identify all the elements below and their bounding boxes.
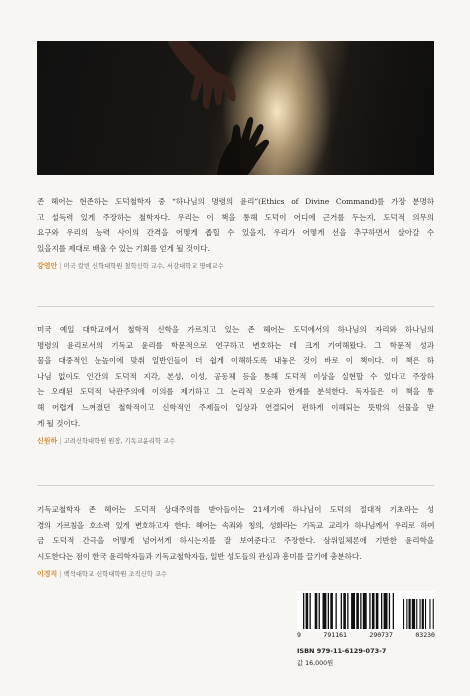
barcode-bar <box>406 599 407 629</box>
review-line: 해 어렵게 느껴졌던 철학적이고 신학적인 주제들이 일상과 연결되어 편하게 이해되는 뜻밖의 선물을 받 <box>37 402 434 412</box>
barcode-digits <box>297 631 435 639</box>
barcode-bar <box>393 593 394 629</box>
barcode-addon-digits: 03230 <box>415 631 435 639</box>
barcode-bar <box>369 593 370 629</box>
review-line: 시도한다는 점이 한국 윤리학자들과 기독교철학자들, 일반 성도들의 관심과 흥미를 끌기에 충분하다. <box>37 551 362 561</box>
review-line: 명령의 윤리로서의 기독교 윤리를 학문적으로 연구하고 변호하는 데 크게 기여해왔다. 그 학문적 성과 <box>37 340 434 350</box>
barcode-bar <box>336 593 337 629</box>
review-2 <box>37 322 434 448</box>
barcode-bar <box>420 599 421 629</box>
review-line: 경의 가르침을 호소력 있게 변호하고자 한다. 헤어는 속죄와 칭의, 성화라는 기독교 교리가 하나님께서 우리로 하여 <box>37 520 434 530</box>
review-line: 금 도덕적 간극을 어떻게 넘어서게 하시는지를 잘 보여준다고 주장한다. 삼위일체론에 기반한 윤리학을 <box>37 536 434 546</box>
barcode-bar <box>429 599 430 629</box>
review-line: 물을 대중적인 눈높이에 맞춰 일반인들이 더 쉽게 이해하도록 내놓은 것이 바로 이 책이다. 이 책은 하 <box>37 356 434 366</box>
barcode-bar <box>303 593 304 629</box>
isbn-text: ISBN 979-11-6129-073-7 <box>297 647 387 655</box>
barcode-digits-left: 791161 <box>323 631 347 639</box>
barcode-bar <box>351 593 355 629</box>
barcode-image <box>297 591 435 631</box>
review-1 <box>37 194 434 273</box>
reviewer-name: 이경직 <box>37 570 58 579</box>
cover-photo-hands <box>37 41 434 175</box>
review-line: 있을지를 제대로 배울 수 있는 기회를 얻게 될 것이다. <box>37 243 210 253</box>
reviewer-title: 고려신학대학원 원장, 기독교윤리학 교수 <box>63 438 176 446</box>
barcode-bar <box>319 593 320 629</box>
barcode-digits-right: 290737 <box>369 631 393 639</box>
barcode-bar <box>341 593 342 629</box>
review-3 <box>37 502 434 581</box>
barcode-bar <box>360 593 361 629</box>
reviewer-title: 미국 칼빈 신학대학원 철학신학 교수, 서강대학교 명예교수 <box>63 263 224 271</box>
barcode-bar <box>310 593 311 629</box>
review-line: 게 될 것이다. <box>37 418 81 428</box>
review-line: 요구와 우리의 능력 사이의 간격을 어떻게 좁힐 수 있을지, 우리가 어떻게 선을 추구하면서 살아갈 수 <box>37 228 434 238</box>
barcode-bar <box>323 593 327 629</box>
review-line: 나님 없이도 인간의 도덕적 지각, 본성, 이성, 공동체 등을 통해 도덕적 이상을 실현할 수 있다고 주장하 <box>37 371 434 381</box>
barcode-bar <box>356 593 359 629</box>
review-2-attribution: 신원하 | 고려신학대학원 원장, 기독교윤리학 교수 <box>37 437 176 446</box>
barcode-bar <box>330 593 333 629</box>
barcode-bar <box>315 593 318 629</box>
review-line: 존 헤어는 현존하는 도덕철학자 중 “하나님의 명령의 윤리”(Ethics of Divine Command)를 가장 분명하 <box>37 197 434 206</box>
review-3-text <box>37 502 434 564</box>
barcode-bar <box>347 593 348 629</box>
barcode-bar <box>328 593 329 629</box>
barcode-bar <box>372 593 375 629</box>
divider <box>37 306 434 307</box>
barcode-bar <box>425 599 426 629</box>
review-line: 고 설득력 있게 주장하는 철학자다. 우리는 이 책을 통해 도덕이 어디에 근거를 두는지, 도덕적 의무의 <box>37 212 434 222</box>
barcode-bar <box>343 593 346 629</box>
review-line: 기독교철학자 존 헤어는 도덕적 상대주의를 받아들이는 21세기에 하나님이 도덕의 절대적 기초라는 성 <box>37 505 434 514</box>
barcode-bar <box>416 599 417 629</box>
reviewer-name: 강영안 <box>37 262 58 271</box>
review-line: 는 오래된 도덕적 낙관주의에 이의를 제기하고 그 논리적 모순과 한계를 분석한다. 독자들은 이 책을 통 <box>37 387 434 397</box>
barcode-bar <box>412 599 415 629</box>
barcode-digit-lead: 9 <box>297 631 301 639</box>
barcode-bar <box>433 599 434 629</box>
barcode-bar <box>306 593 309 629</box>
barcode-bar <box>376 593 379 629</box>
barcode-bar <box>422 599 424 629</box>
review-line: 미국 예일 대학교에서 철학적 신학을 가르치고 있는 존 헤어는 도덕에서의 하나님의 자리와 하나님의 <box>37 325 434 334</box>
review-3-attribution: 이경직 | 백석대학교 신학대학원 조직신학 교수 <box>37 570 167 579</box>
barcode-bar <box>381 593 382 629</box>
barcode-bar <box>384 593 388 629</box>
barcode-bar <box>389 593 390 629</box>
barcode-bar <box>409 599 411 629</box>
barcode-bar <box>363 593 367 629</box>
barcode-bar <box>403 599 404 629</box>
reviewer-name: 신원하 <box>37 437 58 446</box>
review-2-text <box>37 322 434 431</box>
review-1-attribution: 강영안 | 미국 칼빈 신학대학원 철학신학 교수, 서강대학교 명예교수 <box>37 262 224 271</box>
reviewer-title: 백석대학교 신학대학원 조직신학 교수 <box>63 571 167 579</box>
review-1-text <box>37 194 434 256</box>
price-text: 값 16,000원 <box>297 660 334 667</box>
divider <box>37 485 434 486</box>
